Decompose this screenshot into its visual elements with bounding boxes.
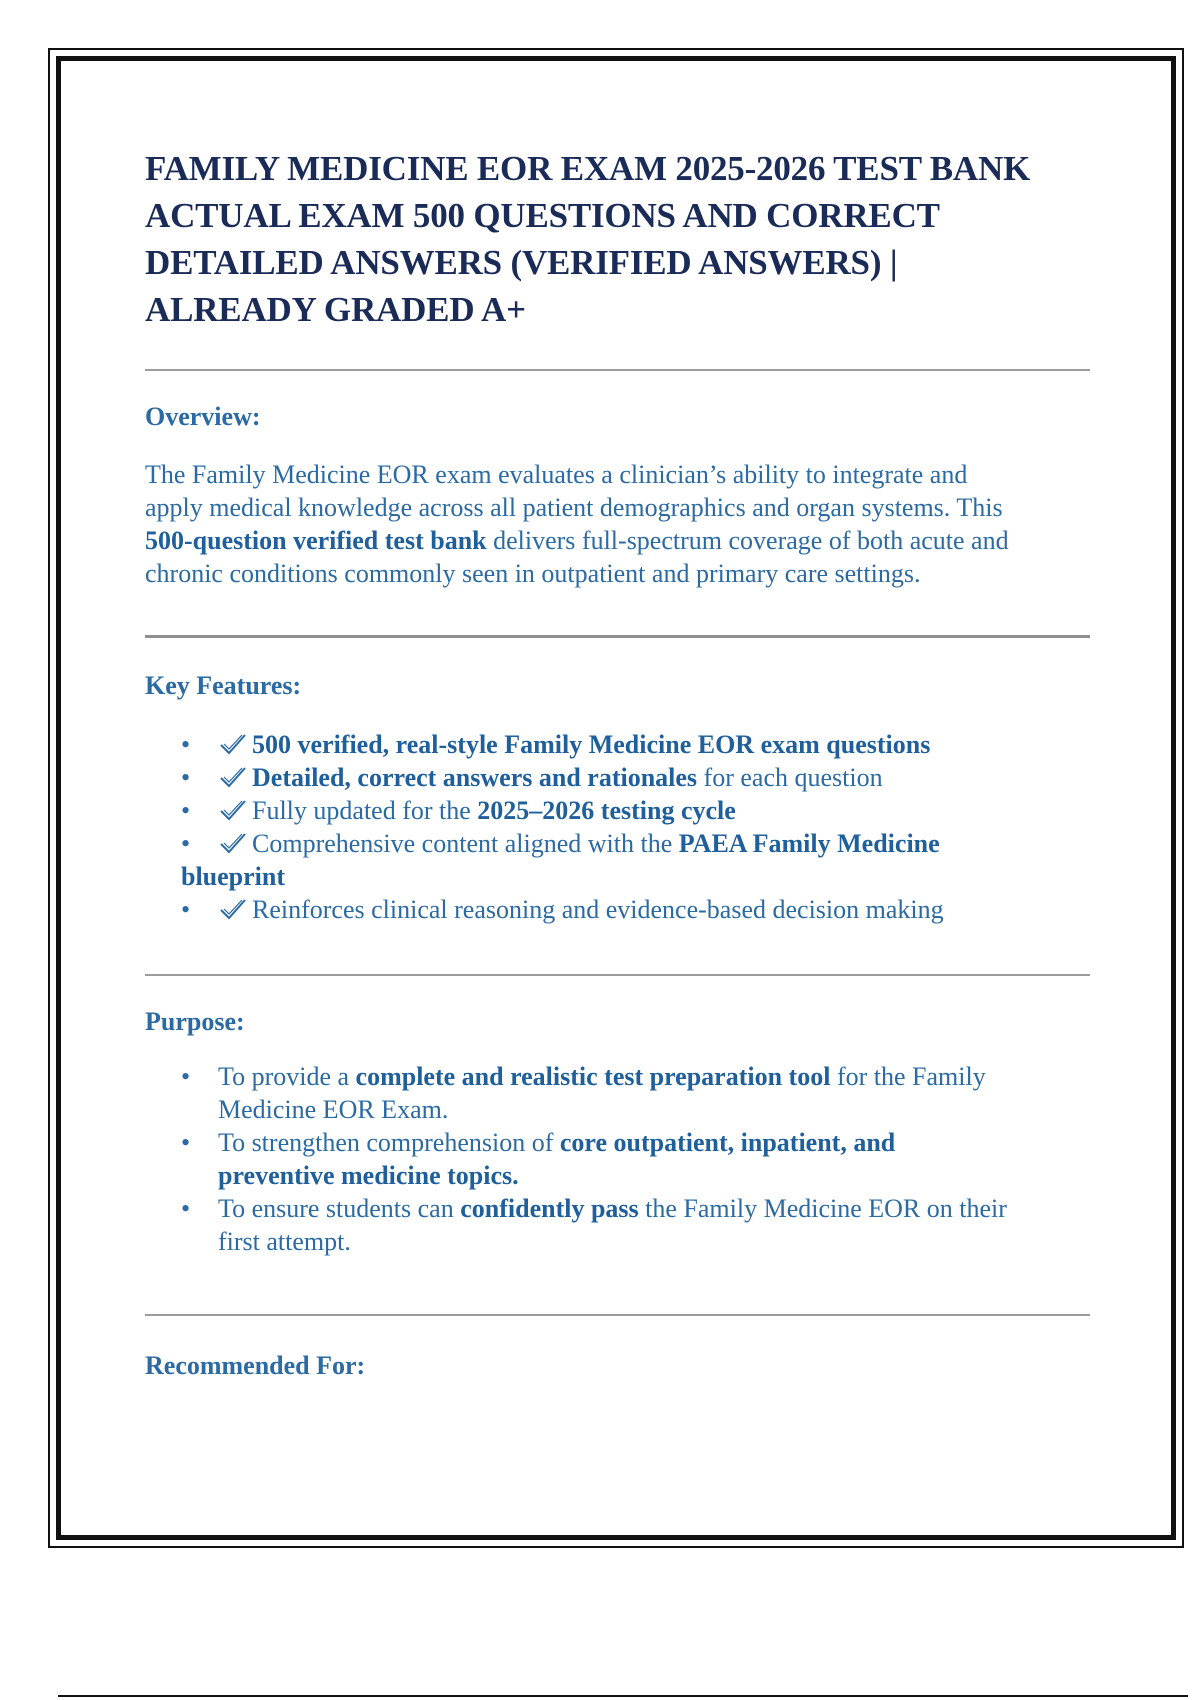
list-item [145,1126,1090,1192]
page-bottom-rule [58,1695,1188,1697]
feature-4-bold: PAEA Family Medicine [678,829,940,858]
list-item [145,761,1090,794]
list-item [145,728,1090,761]
purpose-2-pre: To strengthen comprehension of [218,1128,560,1157]
overview-line-1: The Family Medicine EOR exam evaluates a clinician’s ability to integrate and [145,460,968,489]
list-item [145,1060,1090,1126]
bullet: • [181,895,191,924]
check-mark-icon [218,897,248,921]
purpose-heading: Purpose: [145,1007,245,1036]
title-line-4: ALREADY GRADED A+ [145,290,526,329]
recommended-heading: Recommended For: [145,1351,366,1380]
bullet: • [181,763,191,792]
feature-5-text: Reinforces clinical reasoning and evidence-based decision making [252,895,944,924]
overview-line-4: chronic conditions commonly seen in outpatient and primary care settings. [145,559,921,588]
list-item [145,827,1090,893]
purpose-2-bold: core outpatient, inpatient, and [559,1128,896,1157]
title-line-2: ACTUAL EXAM 500 QUESTIONS AND CORRECT [145,196,940,235]
check-mark-icon [218,732,248,756]
key-features-heading: Key Features: [145,671,302,700]
feature-4-pre: Comprehensive content aligned with the [252,829,679,858]
purpose-2-line-2: preventive medicine topics. [218,1161,519,1190]
list-item [145,1192,1090,1258]
check-mark-icon [218,798,248,822]
title-line-3: DETAILED ANSWERS (VERIFIED ANSWERS) | [145,243,898,282]
feature-3-bold: 2025–2026 testing cycle [477,796,736,825]
feature-4-bold-2: blueprint [181,862,286,891]
document-title [145,145,1090,333]
purpose-list [145,1060,1090,1258]
purpose-3-post: the Family Medicine EOR on their [638,1194,1007,1223]
overview-line-3-rest: delivers full-spectrum coverage of both acute and [486,526,1009,555]
purpose-3-line-2: first attempt. [218,1227,351,1256]
feature-2-rest: for each question [697,763,883,792]
feature-1-bold: 500 verified, real-style Family Medicine EOR exam questions [252,730,931,759]
list-item [145,794,1090,827]
purpose-3-bold: confidently pass [460,1194,639,1223]
key-features-list [145,728,1090,926]
document-content [145,145,1090,1382]
purpose-1-pre: To provide a [218,1062,356,1091]
overview-paragraph [145,458,1090,590]
bullet: • [181,1062,191,1091]
bullet: • [181,796,191,825]
bullet: • [181,829,191,858]
list-item [145,893,1090,926]
check-mark-icon [218,831,248,855]
bullet: • [181,730,191,759]
purpose-1-line-2: Medicine EOR Exam. [218,1095,449,1124]
feature-2-bold: Detailed, correct answers and rationales [252,763,698,792]
purpose-3-pre: To ensure students can [218,1194,461,1223]
bullet: • [181,1128,191,1157]
purpose-1-post: for the Family [830,1062,986,1091]
check-mark-icon [218,765,248,789]
overview-line-2: apply medical knowledge across all patient demographics and organ systems. This [145,493,1003,522]
overview-heading: Overview: [145,402,261,431]
overview-line-3 [145,524,1090,557]
overview-bold-phrase: 500-question verified test bank [145,526,487,555]
purpose-1-bold: complete and realistic test preparation tool [355,1062,831,1091]
feature-3-pre: Fully updated for the [252,796,478,825]
bullet: • [181,1194,191,1223]
title-line-1: FAMILY MEDICINE EOR EXAM 2025-2026 TEST BANK [145,149,1031,188]
